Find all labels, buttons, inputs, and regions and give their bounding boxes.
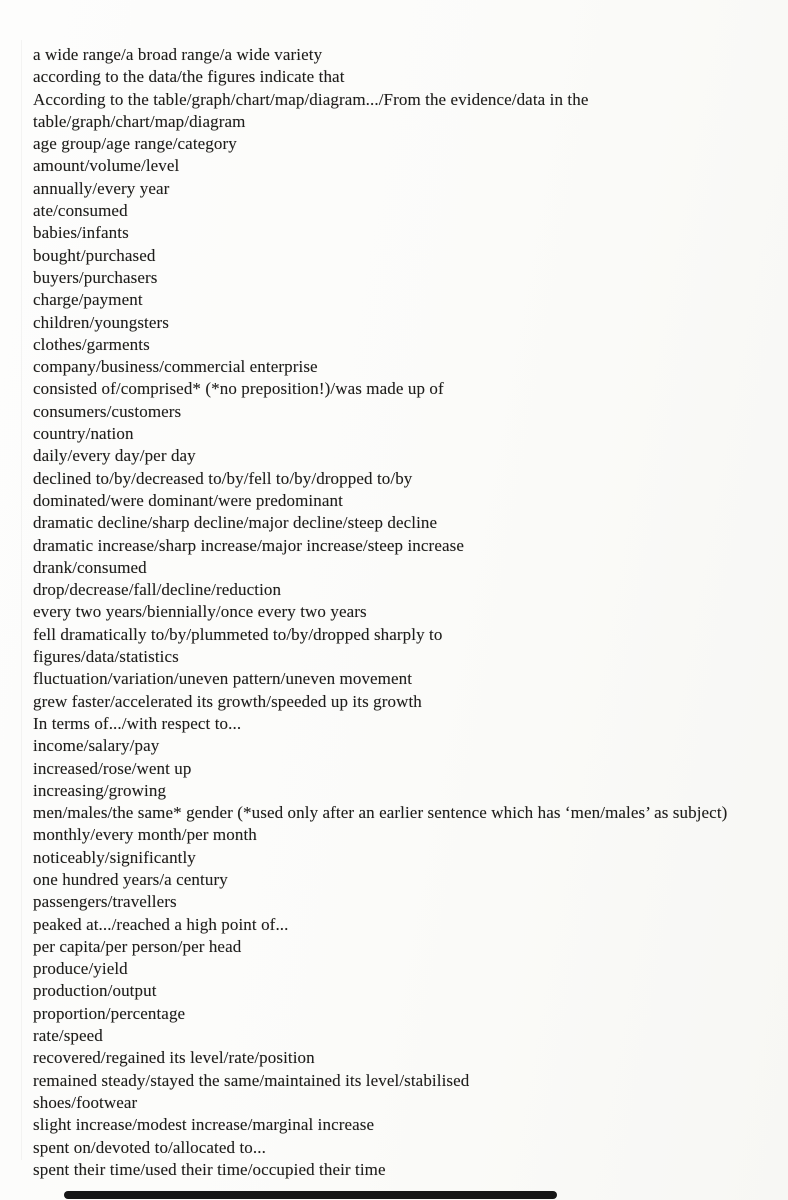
vocab-line: men/males/the same* gender (*used only after an earlier sentence which has ‘men/males’ as subject) bbox=[33, 803, 728, 823]
vocab-line: a wide range/a broad range/a wide variety bbox=[33, 45, 323, 64]
vocab-line: country/nation bbox=[33, 424, 134, 444]
vocab-line: monthly/every month/per month bbox=[33, 825, 257, 845]
vocab-line: consumers/customers bbox=[33, 401, 182, 421]
vocab-line: In terms of.../with respect to... bbox=[33, 713, 242, 733]
vocab-line: age group/age range/category bbox=[33, 134, 237, 154]
vocab-line: drop/decrease/fall/decline/reduction bbox=[33, 580, 282, 600]
vocab-line: according to the data/the figures indicate that bbox=[33, 67, 345, 87]
vocab-line: increasing/growing bbox=[33, 780, 167, 800]
vocab-line: bought/purchased bbox=[33, 245, 156, 265]
vocab-line: dominated/were dominant/were predominant bbox=[33, 490, 343, 510]
scan-artifact-bar bbox=[64, 1191, 557, 1199]
vocab-line: charge/payment bbox=[33, 290, 143, 310]
vocab-line: recovered/regained its level/rate/position bbox=[33, 1048, 315, 1068]
vocab-line: proportion/percentage bbox=[33, 1003, 186, 1023]
vocab-line: company/business/commercial enterprise bbox=[33, 357, 318, 377]
vocab-line: buyers/purchasers bbox=[33, 267, 158, 287]
vocab-line: peaked at.../reached a high point of... bbox=[33, 914, 289, 934]
vocab-line: remained steady/stayed the same/maintained its level/stabilised bbox=[33, 1070, 470, 1090]
vocab-line: clothes/garments bbox=[33, 334, 150, 354]
vocab-line: table/graph/chart/map/diagram bbox=[33, 111, 246, 131]
vocab-line: passengers/travellers bbox=[33, 892, 177, 912]
vocab-line: shoes/footwear bbox=[33, 1092, 138, 1112]
page-crease-line bbox=[21, 40, 22, 1160]
vocab-line: income/salary/pay bbox=[33, 736, 160, 756]
vocab-line: annually/every year bbox=[33, 178, 170, 198]
vocab-line: fell dramatically to/by/plummeted to/by/dropped sharply to bbox=[33, 624, 443, 644]
vocab-line: drank/consumed bbox=[33, 557, 147, 577]
vocab-line: fluctuation/variation/uneven pattern/uneven movement bbox=[33, 669, 413, 689]
vocab-line: rate/speed bbox=[33, 1026, 103, 1046]
vocab-line: slight increase/modest increase/marginal increase bbox=[33, 1115, 375, 1135]
vocab-line: children/youngsters bbox=[33, 312, 169, 332]
vocab-line: ate/consumed bbox=[33, 201, 128, 221]
vocab-line: amount/volume/level bbox=[33, 156, 180, 176]
vocab-line: declined to/by/decreased to/by/fell to/by/dropped to/by bbox=[33, 468, 413, 488]
vocab-line: daily/every day/per day bbox=[33, 446, 196, 466]
vocab-line: every two years/biennially/once every two years bbox=[33, 602, 367, 622]
vocab-list bbox=[33, 44, 782, 1181]
vocab-line: dramatic increase/sharp increase/major increase/steep increase bbox=[33, 535, 464, 555]
vocab-line: According to the table/graph/chart/map/diagram.../From the evidence/data in the bbox=[33, 89, 589, 109]
vocab-line: per capita/per person/per head bbox=[33, 936, 242, 956]
vocab-line: babies/infants bbox=[33, 223, 129, 243]
vocab-line: grew faster/accelerated its growth/speeded up its growth bbox=[33, 691, 422, 711]
vocab-line: consisted of/comprised* (*no preposition!)/was made up of bbox=[33, 379, 444, 399]
vocab-line: produce/yield bbox=[33, 959, 128, 979]
vocab-line: production/output bbox=[33, 981, 157, 1001]
vocab-line: one hundred years/a century bbox=[33, 869, 228, 889]
vocab-line: increased/rose/went up bbox=[33, 758, 192, 778]
vocab-line: figures/data/statistics bbox=[33, 647, 179, 667]
vocab-line: spent their time/used their time/occupied their time bbox=[33, 1159, 386, 1179]
vocab-line: dramatic decline/sharp decline/major decline/steep decline bbox=[33, 513, 438, 533]
vocab-line: noticeably/significantly bbox=[33, 847, 196, 867]
vocab-line: spent on/devoted to/allocated to... bbox=[33, 1137, 266, 1157]
